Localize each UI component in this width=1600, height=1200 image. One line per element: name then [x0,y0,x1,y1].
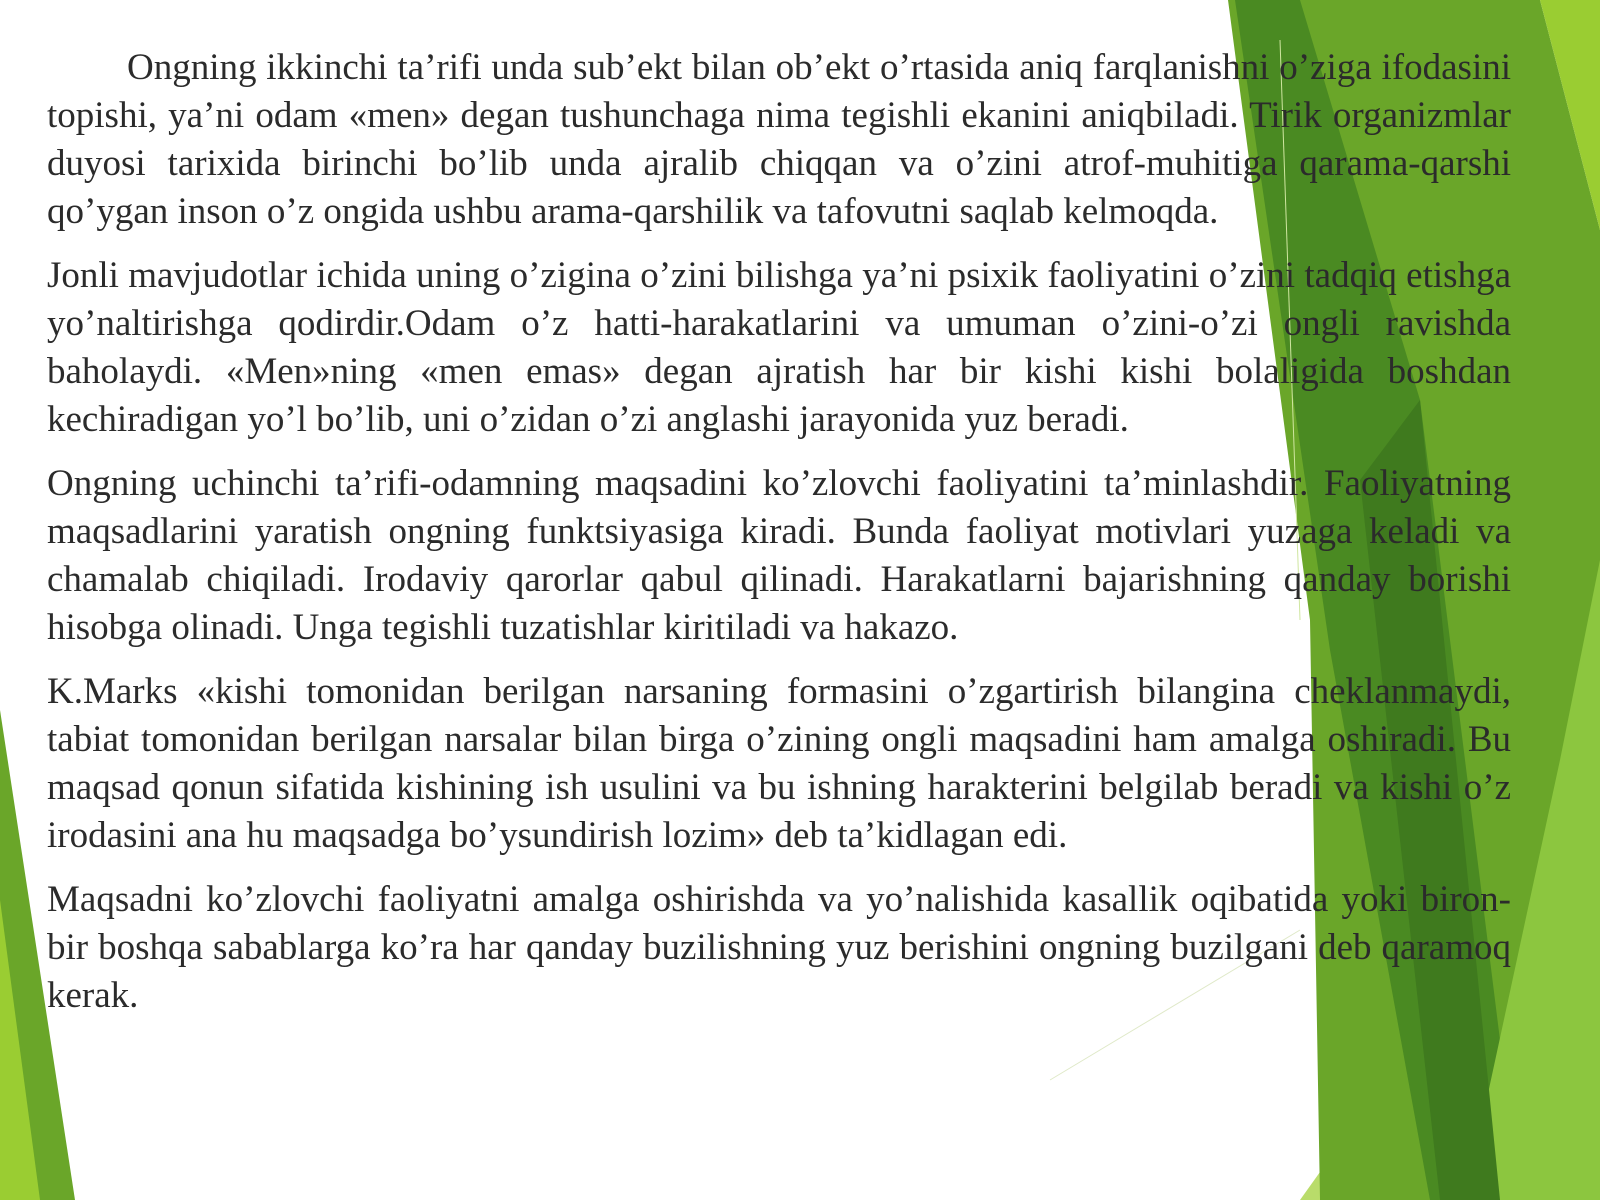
paragraph-1: Ongning ikkinchi ta’rifi unda sub’ekt bilan ob’ekt o’rtasida aniq farqlanishni o’ziga ifodasini topishi, ya’ni odam «men» degan tushunchaga nima tegishli ekanini aniqbiladi. Tirik organizmlar duyosi tarixida birinchi bo’lib unda ajralib chiqqan va o’zini atrof-muhitiga qarama-qarshi qo’ygan inson o’z ongida ushbu arama-qarshilik va tafovutni saqlab kelmoqda. [47,47,1511,232]
paragraph-3: Ongning uchinchi ta’rifi-odamning maqsadini ko’zlovchi faoliyatini ta’minlashdir. Faoliyatning maqsadlarini yaratish ongning funktsiyasiga kiradi. Bunda faoliyat motivlari yuzaga keladi va chamalab chiqiladi. Irodaviy qarorlar qabul qilinadi. Harakatlarni bajarishning qanday borishi hisobga olinadi. Unga tegishli tuzatishlar kiritiladi va hakazo. [47,463,1511,648]
text-body [47,44,1511,1036]
paragraph-4: K.Marks «kishi tomonidan berilgan narsaning formasini o’zgartirish bilangina cheklanmaydi, tabiat tomonidan berilgan narsalar bilan birga o’zining ongli maqsadini ham amalga oshiradi. Bu maqsad qonun sifatida kishining ish usulini va bu ishning harakterini belgilab beradi va kishi o’z irodasini ana hu maqsadga bo’ysundirish lozim» deb ta’kidlagan edi. [47,671,1511,856]
paragraph-2: Jonli mavjudotlar ichida uning o’zigina o’zini bilishga ya’ni psixik faoliyatini o’zini tadqiq etishga yo’naltirishga qodirdir.Odam o’z hatti-harakatlarini va umuman o’zini-o’zi ongli ravishda baholaydi. «Men»ning «men emas» degan ajratish har bir kishi kishi bolaligida boshdan kechiradigan yo’l bo’lib, uni o’zidan o’zi anglashi jarayonida yuz beradi. [47,255,1511,440]
paragraph-5: Maqsadni ko’zlovchi faoliyatni amalga oshirishda va yo’nalishida kasallik oqibatida yoki biron-bir boshqa sabablarga ko’ra har qanday buzilishning yuz berishini ongning buzilgani deb qaramoq kerak. [47,879,1511,1016]
